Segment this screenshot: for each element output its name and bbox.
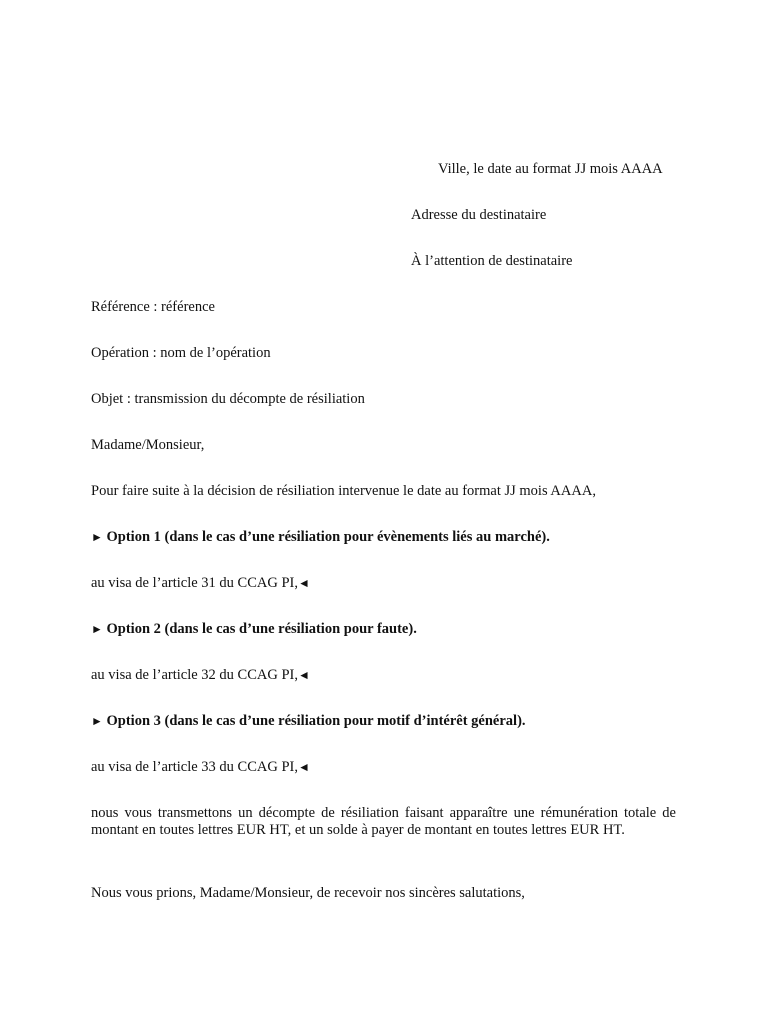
reference-line: Référence : référence (91, 299, 215, 315)
option-3-visa-text: au visa de l’article 33 du CCAG PI, (91, 759, 298, 775)
option-3-start-marker: ► (91, 714, 103, 728)
option-1-start-marker: ► (91, 530, 103, 544)
intro-paragraph: Pour faire suite à la décision de résiliation intervenue le date au format JJ mois AAAA, (91, 483, 596, 499)
transmission-paragraph: nous vous transmettons un décompte de résiliation faisant apparaître une rémunération totale de montant en toutes lettres EUR HT, et un solde à payer de montant en toutes lettres EUR HT. (91, 805, 676, 838)
option-3-title: Option 3 (dans le cas d’une résiliation pour motif d’intérêt général). (106, 713, 526, 729)
option-1-end-marker: ◄ (298, 576, 310, 590)
option-1-visa-text: au visa de l’article 31 du CCAG PI, (91, 575, 298, 591)
option-2-heading (91, 621, 417, 638)
option-1-title: Option 1 (dans le cas d’une résiliation pour évènements liés au marché). (106, 529, 550, 545)
option-2-visa-text: au visa de l’article 32 du CCAG PI, (91, 667, 298, 683)
option-3-heading (91, 713, 526, 730)
salutation: Madame/Monsieur, (91, 437, 205, 453)
recipient-address: Adresse du destinataire (411, 207, 547, 223)
option-2-visa (91, 667, 310, 684)
option-1-visa (91, 575, 310, 592)
option-2-start-marker: ► (91, 622, 103, 636)
date-line: Ville, le date au format JJ mois AAAA (438, 161, 663, 177)
option-1-heading (91, 529, 550, 546)
closing-line: Nous vous prions, Madame/Monsieur, de recevoir nos sincères salutations, (91, 885, 525, 901)
option-2-end-marker: ◄ (298, 668, 310, 682)
operation-line: Opération : nom de l’opération (91, 345, 271, 361)
option-3-end-marker: ◄ (298, 760, 310, 774)
subject-line: Objet : transmission du décompte de résiliation (91, 391, 365, 407)
option-3-visa (91, 759, 310, 776)
option-2-title: Option 2 (dans le cas d’une résiliation pour faute). (106, 621, 417, 637)
recipient-attention: À l’attention de destinataire (411, 253, 573, 269)
